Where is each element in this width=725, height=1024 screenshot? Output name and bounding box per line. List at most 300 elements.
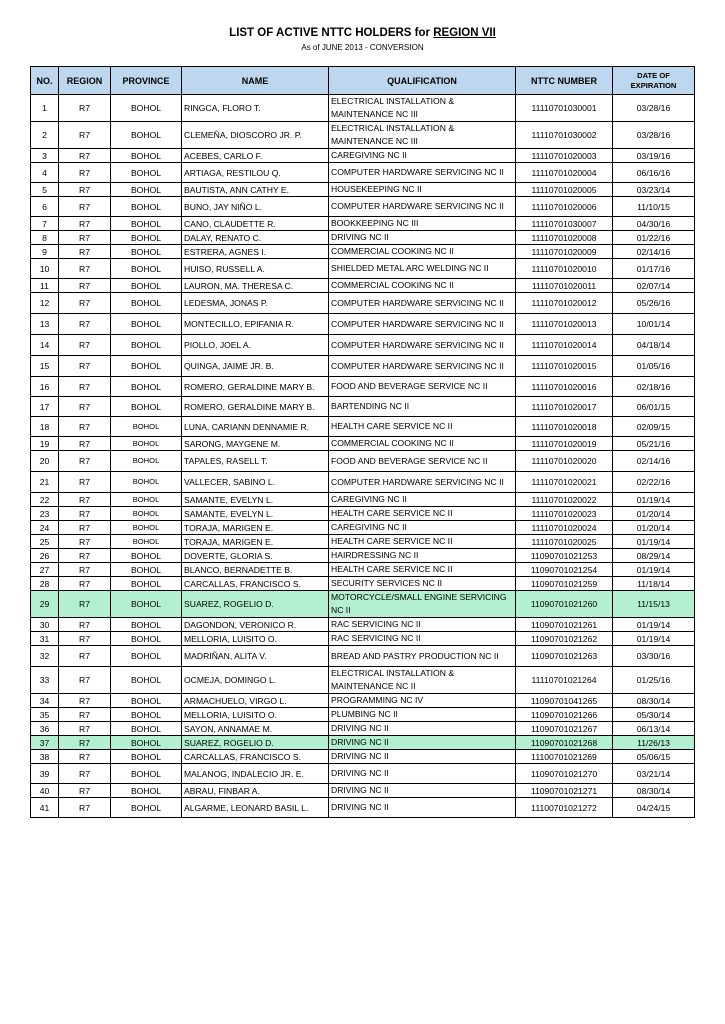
cell-qualification: COMPUTER HARDWARE SERVICING NC II [329,314,516,335]
cell-name: MADRIÑAN, ALITA V. [182,646,329,667]
cell-no: 33 [31,667,59,694]
cell-region: R7 [59,335,111,356]
cell-expiration: 11/15/13 [613,591,695,618]
table-row [31,122,695,149]
cell-name: ESTRERA, AGNES I. [182,245,329,259]
cell-name: LAURON, MA. THERESA C. [182,279,329,293]
table-row [31,618,695,632]
cell-name: OCMEJA, DOMINGO L. [182,667,329,694]
cell-no: 41 [31,798,59,818]
cell-name: TORAJA, MARIGEN E. [182,521,329,535]
cell-nttc-number: 11110701020014 [516,335,613,356]
cell-no: 17 [31,397,59,417]
cell-region: R7 [59,563,111,577]
cell-region: R7 [59,149,111,163]
cell-province: BOHOL [111,197,182,217]
cell-no: 40 [31,784,59,798]
cell-region: R7 [59,397,111,417]
cell-no: 38 [31,750,59,764]
cell-region: R7 [59,163,111,183]
table-row [31,417,695,437]
cell-region: R7 [59,618,111,632]
cell-name: ROMERO, GERALDINE MARY B. [182,377,329,397]
cell-province: BOHOL [111,397,182,417]
cell-region: R7 [59,95,111,122]
cell-nttc-number: 11090701021262 [516,632,613,646]
cell-province: BOHOL [111,521,182,535]
cell-nttc-number: 11090701021267 [516,722,613,736]
cell-qualification: RAC SERVICING NC II [329,632,516,646]
cell-no: 9 [31,245,59,259]
cell-qualification: HEALTH CARE SERVICE NC II [329,563,516,577]
cell-expiration: 03/23/14 [613,183,695,197]
cell-expiration: 01/17/16 [613,259,695,279]
cell-qualification: COMPUTER HARDWARE SERVICING NC II [329,356,516,377]
cell-region: R7 [59,377,111,397]
cell-expiration: 06/13/14 [613,722,695,736]
cell-no: 19 [31,437,59,451]
cell-nttc-number: 11090701021268 [516,736,613,750]
cell-region: R7 [59,197,111,217]
cell-qualification: PLUMBING NC II [329,708,516,722]
col-header-no: NO. [31,67,59,95]
cell-expiration: 01/20/14 [613,507,695,521]
cell-expiration: 08/30/14 [613,694,695,708]
table-row [31,95,695,122]
cell-qualification: ELECTRICAL INSTALLATION & MAINTENANCE NC III [329,122,516,149]
cell-region: R7 [59,437,111,451]
cell-expiration: 11/26/13 [613,736,695,750]
cell-region: R7 [59,245,111,259]
col-header-nttc-number: NTTC NUMBER [516,67,613,95]
cell-name: ROMERO, GERALDINE MARY B. [182,397,329,417]
cell-region: R7 [59,521,111,535]
table-row [31,591,695,618]
cell-nttc-number: 11090701041265 [516,694,613,708]
table-row [31,279,695,293]
cell-nttc-number: 11110701020024 [516,521,613,535]
cell-region: R7 [59,591,111,618]
col-header-name: NAME [182,67,329,95]
cell-nttc-number: 11090701021253 [516,549,613,563]
cell-expiration: 10/01/14 [613,314,695,335]
cell-province: BOHOL [111,335,182,356]
cell-expiration: 05/06/15 [613,750,695,764]
col-header-province: PROVINCE [111,67,182,95]
cell-no: 26 [31,549,59,563]
cell-qualification: MOTORCYCLE/SMALL ENGINE SERVICING NC II [329,591,516,618]
cell-province: BOHOL [111,722,182,736]
table-row [31,764,695,784]
cell-qualification: DRIVING NC II [329,722,516,736]
cell-expiration: 01/22/16 [613,231,695,245]
cell-expiration: 02/18/16 [613,377,695,397]
cell-expiration: 02/07/14 [613,279,695,293]
cell-expiration: 06/16/16 [613,163,695,183]
cell-region: R7 [59,784,111,798]
cell-expiration: 04/30/16 [613,217,695,231]
cell-name: QUINGA, JAIME JR. B. [182,356,329,377]
cell-province: BOHOL [111,563,182,577]
cell-province: BOHOL [111,95,182,122]
cell-qualification: DRIVING NC II [329,764,516,784]
cell-region: R7 [59,646,111,667]
cell-qualification: COMPUTER HARDWARE SERVICING NC II [329,293,516,314]
cell-nttc-number: 11090701021271 [516,784,613,798]
cell-name: RINGCA, FLORO T. [182,95,329,122]
cell-nttc-number: 11110701020006 [516,197,613,217]
cell-expiration: 05/26/16 [613,293,695,314]
cell-province: BOHOL [111,217,182,231]
cell-no: 32 [31,646,59,667]
cell-region: R7 [59,279,111,293]
cell-nttc-number: 11090701021263 [516,646,613,667]
cell-nttc-number: 11110701020009 [516,245,613,259]
cell-province: BOHOL [111,535,182,549]
cell-qualification: DRIVING NC II [329,784,516,798]
cell-no: 31 [31,632,59,646]
cell-no: 39 [31,764,59,784]
cell-qualification: HEALTH CARE SERVICE NC II [329,417,516,437]
cell-region: R7 [59,493,111,507]
table-row [31,736,695,750]
cell-expiration: 02/22/16 [613,472,695,493]
cell-nttc-number: 11100701021269 [516,750,613,764]
cell-province: BOHOL [111,750,182,764]
table-row [31,245,695,259]
cell-name: TAPALES, RASELL T. [182,451,329,472]
cell-expiration: 01/19/14 [613,535,695,549]
cell-province: BOHOL [111,632,182,646]
cell-qualification: COMMERCIAL COOKING NC II [329,437,516,451]
cell-region: R7 [59,417,111,437]
cell-no: 15 [31,356,59,377]
cell-qualification: DRIVING NC II [329,798,516,818]
table-row [31,563,695,577]
cell-province: BOHOL [111,549,182,563]
cell-province: BOHOL [111,618,182,632]
cell-qualification: COMPUTER HARDWARE SERVICING NC II [329,472,516,493]
cell-name: SUAREZ, ROGELIO D. [182,591,329,618]
cell-qualification: DRIVING NC II [329,231,516,245]
cell-nttc-number: 11110701020015 [516,356,613,377]
cell-region: R7 [59,632,111,646]
cell-expiration: 02/14/16 [613,245,695,259]
cell-nttc-number: 11110701020010 [516,259,613,279]
cell-province: BOHOL [111,231,182,245]
cell-name: SAMANTE, EVELYN L. [182,493,329,507]
cell-nttc-number: 11110701020008 [516,231,613,245]
cell-name: CANO, CLAUDETTE R. [182,217,329,231]
cell-qualification: RAC SERVICING NC II [329,618,516,632]
cell-qualification: SECURITY SERVICES NC II [329,577,516,591]
cell-nttc-number: 11110701030002 [516,122,613,149]
cell-province: BOHOL [111,279,182,293]
cell-expiration: 06/01/15 [613,397,695,417]
title-prefix: LIST OF ACTIVE NTTC HOLDERS for [229,27,434,39]
cell-province: BOHOL [111,356,182,377]
cell-nttc-number: 11110701020025 [516,535,613,549]
cell-nttc-number: 11110701030001 [516,95,613,122]
cell-nttc-number: 11110701030007 [516,217,613,231]
cell-region: R7 [59,356,111,377]
table-row [31,784,695,798]
page-title [0,27,725,39]
page-subtitle: As of JUNE 2013 - CONVERSION [301,43,424,52]
table-row [31,314,695,335]
table-row [31,632,695,646]
cell-qualification: CAREGIVING NC II [329,493,516,507]
cell-region: R7 [59,549,111,563]
cell-province: BOHOL [111,667,182,694]
cell-qualification: HAIRDRESSING NC II [329,549,516,563]
cell-expiration: 05/21/16 [613,437,695,451]
cell-expiration: 03/28/16 [613,95,695,122]
cell-qualification: CAREGIVING NC II [329,149,516,163]
cell-nttc-number: 11110701020020 [516,451,613,472]
cell-no: 5 [31,183,59,197]
cell-province: BOHOL [111,493,182,507]
cell-name: CLEMEÑA, DIOSCORO JR. P. [182,122,329,149]
cell-name: ARTIAGA, RESTILOU Q. [182,163,329,183]
table-row [31,646,695,667]
cell-name: HUISO, RUSSELL A. [182,259,329,279]
table-row [31,183,695,197]
cell-no: 16 [31,377,59,397]
cell-region: R7 [59,667,111,694]
cell-name: ARMACHUELO, VIRGO L. [182,694,329,708]
cell-province: BOHOL [111,764,182,784]
cell-name: MONTECILLO, EPIFANIA R. [182,314,329,335]
cell-nttc-number: 11090701021270 [516,764,613,784]
cell-expiration: 01/05/16 [613,356,695,377]
cell-province: BOHOL [111,451,182,472]
cell-qualification: ELECTRICAL INSTALLATION & MAINTENANCE NC II [329,667,516,694]
cell-region: R7 [59,231,111,245]
cell-province: BOHOL [111,245,182,259]
cell-region: R7 [59,535,111,549]
cell-province: BOHOL [111,507,182,521]
cell-name: DOVERTE, GLORIA S. [182,549,329,563]
table-header-row [31,67,695,95]
col-header-qualification: QUALIFICATION [329,67,516,95]
table-row [31,708,695,722]
table-row [31,451,695,472]
cell-region: R7 [59,314,111,335]
cell-qualification: COMPUTER HARDWARE SERVICING NC II [329,163,516,183]
cell-region: R7 [59,451,111,472]
cell-name: TORAJA, MARIGEN E. [182,535,329,549]
cell-province: BOHOL [111,293,182,314]
cell-qualification: BOOKKEEPING NC III [329,217,516,231]
cell-qualification: COMMERCIAL COOKING NC II [329,279,516,293]
cell-province: BOHOL [111,798,182,818]
table-row [31,493,695,507]
table-row [31,472,695,493]
cell-expiration: 11/18/14 [613,577,695,591]
cell-region: R7 [59,472,111,493]
cell-no: 37 [31,736,59,750]
cell-name: BUNO, JAY NIÑO L. [182,197,329,217]
table-row [31,535,695,549]
table-row [31,397,695,417]
cell-no: 18 [31,417,59,437]
cell-qualification: DRIVING NC II [329,736,516,750]
cell-region: R7 [59,217,111,231]
cell-qualification: HEALTH CARE SERVICE NC II [329,507,516,521]
cell-province: BOHOL [111,149,182,163]
cell-nttc-number: 11090701021266 [516,708,613,722]
cell-qualification: FOOD AND BEVERAGE SERVICE NC II [329,451,516,472]
cell-region: R7 [59,798,111,818]
cell-name: PIOLLO, JOEL A. [182,335,329,356]
cell-nttc-number: 11090701021254 [516,563,613,577]
cell-expiration: 03/21/14 [613,764,695,784]
cell-name: SAMANTE, EVELYN L. [182,507,329,521]
cell-no: 20 [31,451,59,472]
cell-nttc-number: 11110701020019 [516,437,613,451]
cell-qualification: HEALTH CARE SERVICE NC II [329,535,516,549]
cell-province: BOHOL [111,591,182,618]
cell-no: 23 [31,507,59,521]
cell-region: R7 [59,708,111,722]
cell-qualification: CAREGIVING NC II [329,521,516,535]
cell-province: BOHOL [111,163,182,183]
cell-expiration: 01/20/14 [613,521,695,535]
cell-no: 10 [31,259,59,279]
cell-qualification: BREAD AND PASTRY PRODUCTION NC II [329,646,516,667]
cell-expiration: 03/30/16 [613,646,695,667]
cell-region: R7 [59,764,111,784]
cell-expiration: 04/24/15 [613,798,695,818]
cell-province: BOHOL [111,736,182,750]
cell-name: SAYON, ANNAMAE M. [182,722,329,736]
cell-qualification: PROGRAMMING NC IV [329,694,516,708]
table-body [31,95,695,818]
cell-province: BOHOL [111,417,182,437]
cell-province: BOHOL [111,646,182,667]
cell-no: 4 [31,163,59,183]
cell-province: BOHOL [111,183,182,197]
cell-nttc-number: 11110701020017 [516,397,613,417]
table-row [31,750,695,764]
cell-name: BAUTISTA, ANN CATHY E. [182,183,329,197]
cell-region: R7 [59,293,111,314]
cell-no: 7 [31,217,59,231]
cell-nttc-number: 11090701021261 [516,618,613,632]
cell-region: R7 [59,122,111,149]
cell-expiration: 02/09/15 [613,417,695,437]
cell-expiration: 03/28/16 [613,122,695,149]
cell-region: R7 [59,722,111,736]
table-row [31,163,695,183]
cell-name: MELLORIA, LUISITO O. [182,708,329,722]
cell-region: R7 [59,183,111,197]
table-row [31,259,695,279]
cell-name: LUNA, CARIANN DENNAMIE R. [182,417,329,437]
cell-expiration: 01/19/14 [613,493,695,507]
cell-nttc-number: 11110701020021 [516,472,613,493]
table-row [31,335,695,356]
cell-region: R7 [59,507,111,521]
cell-name: DAGONDON, VERONICO R. [182,618,329,632]
cell-no: 11 [31,279,59,293]
cell-nttc-number: 11110701020003 [516,149,613,163]
table-row [31,197,695,217]
cell-qualification: DRIVING NC II [329,750,516,764]
cell-qualification: ELECTRICAL INSTALLATION & MAINTENANCE NC III [329,95,516,122]
cell-nttc-number: 11110701021264 [516,667,613,694]
cell-name: DALAY, RENATO C. [182,231,329,245]
table-row [31,231,695,245]
cell-expiration: 11/10/15 [613,197,695,217]
cell-no: 8 [31,231,59,245]
cell-expiration: 01/19/14 [613,632,695,646]
cell-region: R7 [59,694,111,708]
cell-province: BOHOL [111,708,182,722]
cell-qualification: BARTENDING NC II [329,397,516,417]
cell-name: MALANOG, INDALECIO JR. E. [182,764,329,784]
cell-nttc-number: 11110701020023 [516,507,613,521]
cell-province: BOHOL [111,314,182,335]
cell-expiration: 08/29/14 [613,549,695,563]
cell-nttc-number: 11110701020016 [516,377,613,397]
cell-nttc-number: 11110701020004 [516,163,613,183]
cell-no: 12 [31,293,59,314]
cell-province: BOHOL [111,259,182,279]
cell-no: 24 [31,521,59,535]
cell-province: BOHOL [111,377,182,397]
cell-nttc-number: 11110701020005 [516,183,613,197]
cell-name: ACEBES, CARLO F. [182,149,329,163]
cell-qualification: HOUSEKEEPING NC II [329,183,516,197]
cell-no: 13 [31,314,59,335]
cell-name: CARCALLAS, FRANCISCO S. [182,750,329,764]
cell-province: BOHOL [111,784,182,798]
cell-nttc-number: 11110701020012 [516,293,613,314]
table-row [31,507,695,521]
cell-expiration: 04/18/14 [613,335,695,356]
cell-qualification: COMPUTER HARDWARE SERVICING NC II [329,197,516,217]
cell-expiration: 03/19/16 [613,149,695,163]
cell-name: BLANCO, BERNADETTE B. [182,563,329,577]
cell-province: BOHOL [111,577,182,591]
cell-region: R7 [59,750,111,764]
cell-qualification: SHIELDED METAL ARC WELDING NC II [329,259,516,279]
table-row [31,667,695,694]
table-row [31,577,695,591]
cell-region: R7 [59,259,111,279]
cell-nttc-number: 11110701020018 [516,417,613,437]
table-row [31,694,695,708]
cell-no: 36 [31,722,59,736]
cell-qualification: COMMERCIAL COOKING NC II [329,245,516,259]
cell-expiration: 01/25/16 [613,667,695,694]
cell-no: 21 [31,472,59,493]
cell-province: BOHOL [111,472,182,493]
cell-no: 1 [31,95,59,122]
table-row [31,722,695,736]
cell-no: 29 [31,591,59,618]
cell-nttc-number: 11110701020011 [516,279,613,293]
title-region: REGION VII [433,27,496,39]
table-row [31,293,695,314]
col-header-region: REGION [59,67,111,95]
cell-qualification: COMPUTER HARDWARE SERVICING NC II [329,335,516,356]
cell-expiration: 02/14/16 [613,451,695,472]
table-row [31,377,695,397]
cell-name: MELLORIA, LUISITO O. [182,632,329,646]
